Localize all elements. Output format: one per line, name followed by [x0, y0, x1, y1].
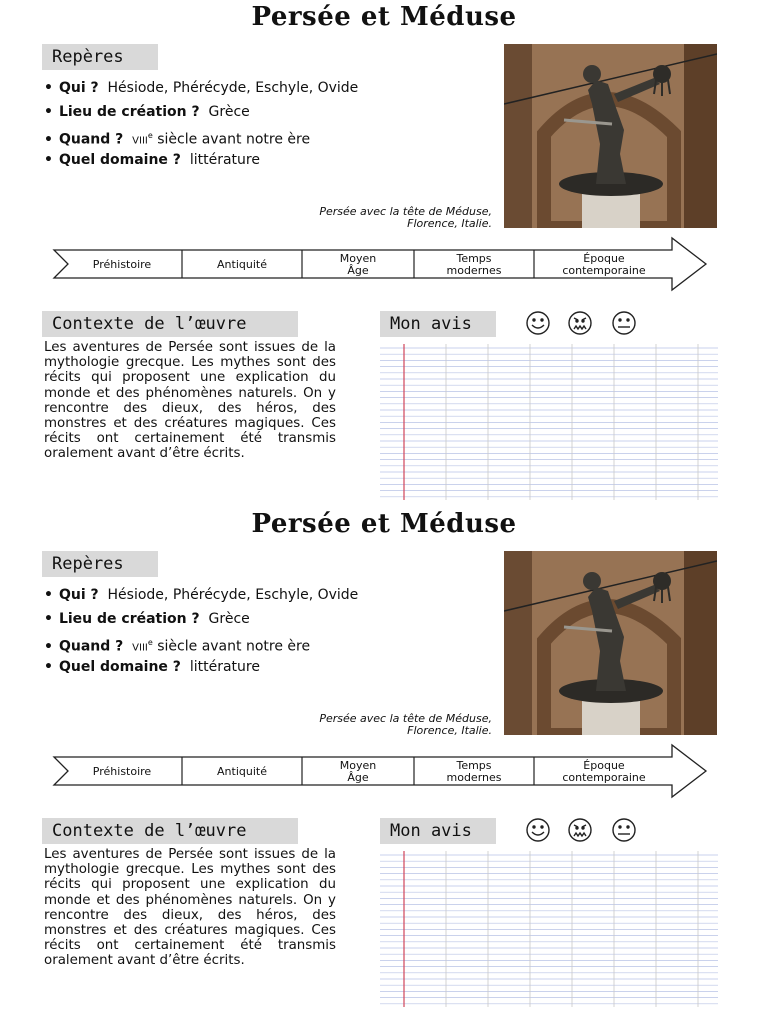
- contexte-heading: Contexte de l’œuvre: [42, 311, 298, 337]
- angry-face-icon[interactable]: [569, 312, 591, 334]
- list-item: • Qui ? Hésiode, Phérécyde, Eschyle, Ovide: [44, 80, 359, 96]
- page-title: Persée et Méduse: [251, 509, 517, 539]
- reperes-list: [44, 583, 484, 679]
- neutral-face-icon[interactable]: [613, 312, 635, 334]
- perseus-statue-photo: [504, 44, 717, 228]
- timeline-period: Antiquité: [217, 765, 267, 778]
- timeline-period: Temps: [456, 759, 492, 772]
- reperes-heading: Repères: [42, 551, 158, 577]
- timeline-period: contemporaine: [562, 771, 646, 784]
- timeline-period: Antiquité: [217, 258, 267, 271]
- avis-heading: Mon avis: [380, 818, 496, 844]
- timeline-period: Âge: [347, 264, 369, 277]
- writing-area[interactable]: [380, 344, 718, 500]
- timeline-period: Époque: [583, 252, 625, 265]
- contexte-heading: Contexte de l’œuvre: [42, 818, 298, 844]
- opinion-faces: [520, 817, 652, 843]
- smiling-face-icon[interactable]: [527, 819, 549, 841]
- timeline-arrow: [52, 743, 708, 799]
- photo-caption: Persée avec la tête de Méduse, Florence, Italie.: [319, 712, 492, 737]
- avis-heading: Mon avis: [380, 311, 496, 337]
- neutral-face-icon[interactable]: [613, 819, 635, 841]
- list-item: • Lieu de création ? Grèce: [44, 104, 250, 120]
- worksheet-top: [0, 0, 768, 507]
- timeline-period: modernes: [446, 264, 502, 277]
- photo-caption: Persée avec la tête de Méduse, Florence, Italie.: [319, 205, 492, 230]
- timeline-period: Préhistoire: [92, 765, 152, 778]
- timeline-arrow: [52, 236, 708, 292]
- reperes-heading: Repères: [42, 44, 158, 70]
- timeline-period: modernes: [446, 771, 502, 784]
- timeline-period: Moyen: [339, 759, 377, 772]
- list-item: • Quel domaine ? littérature: [44, 152, 260, 168]
- writing-area[interactable]: [380, 851, 718, 1007]
- list-item: • Qui ? Hésiode, Phérécyde, Eschyle, Ovide: [44, 587, 359, 603]
- page-title: Persée et Méduse: [251, 2, 517, 32]
- list-item: • Quand ? VIIIe siècle avant notre ère: [44, 638, 311, 655]
- timeline-period: Moyen: [339, 252, 377, 265]
- angry-face-icon[interactable]: [569, 819, 591, 841]
- timeline-period: Temps: [456, 252, 492, 265]
- smiling-face-icon[interactable]: [527, 312, 549, 334]
- timeline-period: Préhistoire: [92, 258, 152, 271]
- list-item: • Quel domaine ? littérature: [44, 659, 260, 675]
- timeline-period: Âge: [347, 771, 369, 784]
- timeline-period: contemporaine: [562, 264, 646, 277]
- timeline-period: Époque: [583, 759, 625, 772]
- list-item: • Lieu de création ? Grèce: [44, 611, 250, 627]
- contexte-text: Les aventures de Persée sont issues de la mythologie grecque. Les mythes sont des récits qui proposent une explication du monde et des phénomènes naturels. On y rencontre des dieux, des héros, des monstres et des créatures magiques. Ces récits ont certainement été transmis oralement avant d’être écrits.: [44, 847, 336, 969]
- contexte-text: Les aventures de Persée sont issues de la mythologie grecque. Les mythes sont des récits qui proposent une explication du monde et des phénomènes naturels. On y rencontre des dieux, des héros, des monstres et des créatures magiques. Ces récits ont certainement été transmis oralement avant d’être écrits.: [44, 340, 336, 462]
- perseus-statue-photo: [504, 551, 717, 735]
- worksheet-bottom: [0, 507, 768, 1014]
- reperes-list: [44, 76, 484, 172]
- opinion-faces: [520, 310, 652, 336]
- list-item: • Quand ? VIIIe siècle avant notre ère: [44, 131, 311, 148]
